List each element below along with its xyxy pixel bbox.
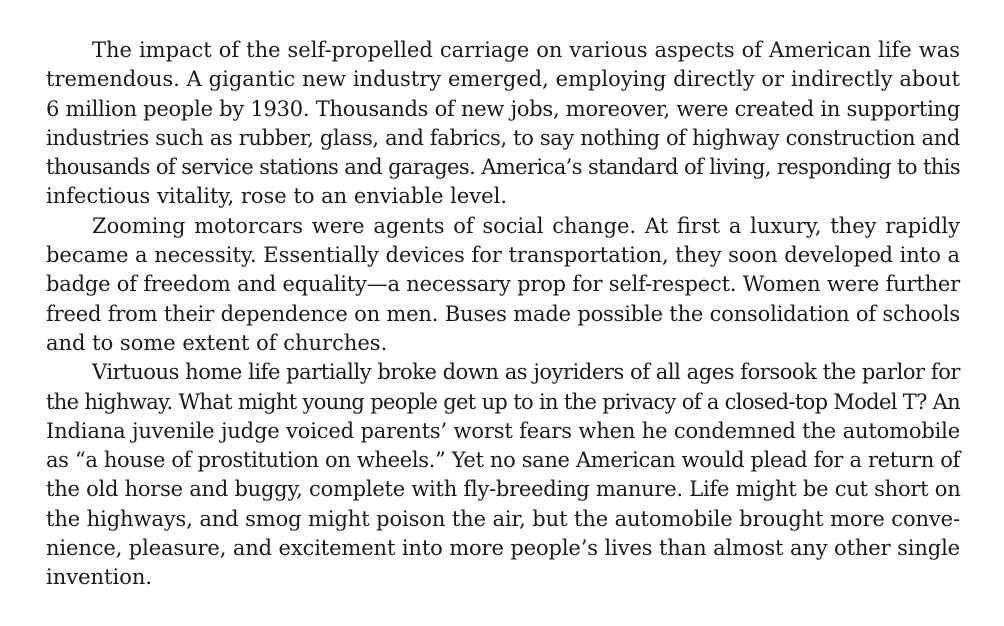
text-line: invention. bbox=[46, 565, 153, 590]
text-line: Zooming motorcars were agents of social change. At first a luxury, they rapidly bbox=[92, 213, 960, 238]
document-page bbox=[46, 36, 960, 593]
text-line: nience, pleasure, and excitement into more people’s lives than almost any other single bbox=[46, 536, 960, 561]
text-line: as “a house of prostitution on wheels.” Yet no sane American would plead for a return of bbox=[46, 448, 960, 473]
text-line: freed from their dependence on men. Buses made possible the consolidation of schools bbox=[46, 301, 960, 326]
paragraph-1 bbox=[46, 36, 960, 212]
text-line: The impact of the self-propelled carriage on various aspects of American life was bbox=[92, 38, 960, 62]
text-line: Virtuous home life partially broke down as joyriders of all ages forsook the parlor for bbox=[92, 360, 960, 385]
text-line: the old horse and buggy, complete with fly-breeding manure. Life might be cut short on bbox=[46, 477, 961, 502]
text-line: infectious vitality, rose to an enviable level. bbox=[46, 184, 507, 209]
text-line: badge of freedom and equality—a necessary prop for self-respect. Women were further bbox=[46, 272, 960, 297]
text-line: tremendous. A gigantic new industry emerged, employing directly or indirectly about bbox=[46, 67, 960, 92]
paragraph-3 bbox=[46, 358, 960, 592]
text-line: Indiana juvenile judge voiced parents’ worst fears when he condemned the automobile bbox=[46, 418, 961, 443]
text-line: the highway. What might young people get up to in the privacy of a closed-top Model T? An bbox=[46, 389, 961, 414]
text-line: thousands of service stations and garages. America’s standard of living, responding to this bbox=[46, 155, 961, 180]
text-line: the highways, and smog might poison the air, but the automobile brought more conve- bbox=[46, 506, 960, 531]
text-line: became a necessity. Essentially devices for transportation, they soon developed into a bbox=[46, 243, 960, 268]
text-line: industries such as rubber, glass, and fabrics, to say nothing of highway construction and bbox=[46, 125, 960, 150]
text-line: 6 million people by 1930. Thousands of new jobs, moreover, were created in supporting bbox=[46, 96, 961, 121]
text-line: and to some extent of churches. bbox=[46, 330, 388, 355]
paragraph-2 bbox=[46, 212, 960, 358]
